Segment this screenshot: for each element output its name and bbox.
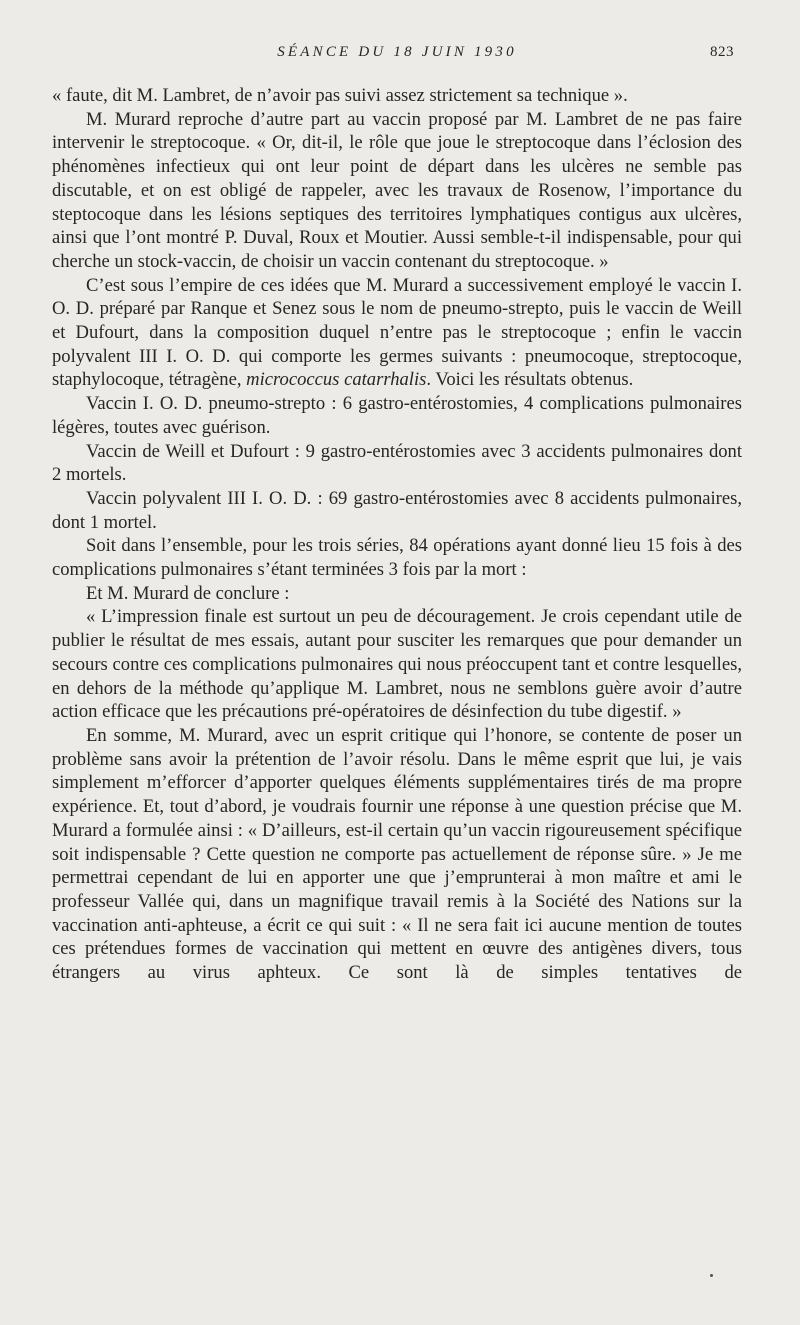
paragraph-streptococcus: M. Murard reproche d’autre part au vaccin proposé par M. Lambret de ne pas faire intervenir le streptocoque. « Or, dit-il, le rôle que joue le streptocoque dans l’éclosion des phénomènes infectieux qui ont leur point de départ dans les ulcères ne semble pas discutable, et on est obligé de rappeler, avec les travaux de Rosenow, l’importance du steptocoque dans les lésions septiques des territoires lymphatiques contigus aux ulcères, ainsi que l’ont montré P. Duval, Roux et Moutier. Aussi semble-t-il indispensable, pour qui cherche un stock-vaccin, de choisir un vaccin contenant du streptocoque. » [52, 108, 742, 272]
paragraph-result-polyvalent: Vaccin polyvalent III I. O. D. : 69 gastro-entérostomies avec 8 accidents pulmonaires, dont 1 mortel. [52, 487, 742, 533]
paragraph-vaccines-text-end: . Voici les résultats obtenus. [426, 369, 634, 391]
running-header [52, 42, 742, 66]
paragraph-quote-end: « faute, dit M. Lambret, de n’avoir pas suivi assez strictement sa technique ». [52, 85, 628, 106]
page-number: 823 [710, 44, 734, 60]
paragraph-overall-result: Soit dans l’ensemble, pour les trois séries, 84 opérations ayant donné lieu 15 fois à des complications pulmonaires s’étant terminées 3 fois par la mort : [52, 535, 742, 581]
paragraph-result-weill-dufourt: Vaccin de Weill et Dufourt : 9 gastro-entérostomies avec 3 accidents pulmonaires dont 2 mortels. [52, 440, 742, 486]
running-title: SÉANCE DU 18 JUIN 1930 [277, 44, 517, 60]
paragraph-murard-quote: « L’impression finale est surtout un peu de découragement. Je crois cependant utile de publier le résultat de mes essais, autant pour susciter les remarques que pour demander un secours contre ces complications pulmonaires qui nous préoccupent tant et contre lesquelles, en dehors de la méthode qu’applique M. Lambret, nous ne semblons guère avoir d’autre action efficace que les précautions pré-opératoires de désinfection du tube digestif. » [52, 606, 742, 723]
paragraph-vaccines-used [52, 274, 742, 393]
paper-speck [710, 1274, 713, 1277]
species-name: micrococcus catarrhalis [246, 369, 427, 391]
paragraph-vaccines-text-start: C’est sous l’empire de ces idées que M. Murard a successivement employé le vaccin I. O. D. préparé par Ranque et Senez sous le nom de pneumo-strepto, puis le vaccin de Weill et Dufourt, dans la composition duquel n’entre pas le streptocoque ; enfin le vaccin polyvalent III I. O. D. qui comporte les germes suivants : pneumocoque, streptocoque, staphylocoque, tétragène, [52, 274, 742, 391]
body-text [52, 84, 742, 985]
paragraph-discussion: En somme, M. Murard, avec un esprit critique qui l’honore, se contente de poser un problème sans avoir la prétention de l’avoir résolu. Dans le même esprit que lui, je vais simplement m’efforcer d’apporter quelques éléments supplémentaires tirés de ma propre expérience. Et, tout d’abord, je voudrais fournir une réponse à une question précise que M. Murard a formulée ainsi : « D’ailleurs, est-il certain qu’un vaccin rigoureusement spécifique soit indispensable ? Cette question ne comporte pas actuellement de réponse sûre. » Je me permettrai cependant de lui en apporter une que j’emprunterai à mon maître et ami le professeur Vallée qui, dans un magnifique travail remis à la Société des Nations sur la vaccination anti-aphteuse, a écrit ce qui suit : « Il ne sera fait ici aucune mention de toutes ces prétendues formes de vaccination qui mettent en œuvre des antigènes divers, tous étrangers au virus aphteux. Ce sont là de simples tentatives de [52, 724, 742, 984]
paragraph-conclusion-intro: Et M. Murard de conclure : [86, 582, 290, 604]
paragraph-result-iod: Vaccin I. O. D. pneumo-strepto : 6 gastro-entérostomies, 4 complications pulmonaires légères, toutes avec guérison. [52, 393, 742, 438]
